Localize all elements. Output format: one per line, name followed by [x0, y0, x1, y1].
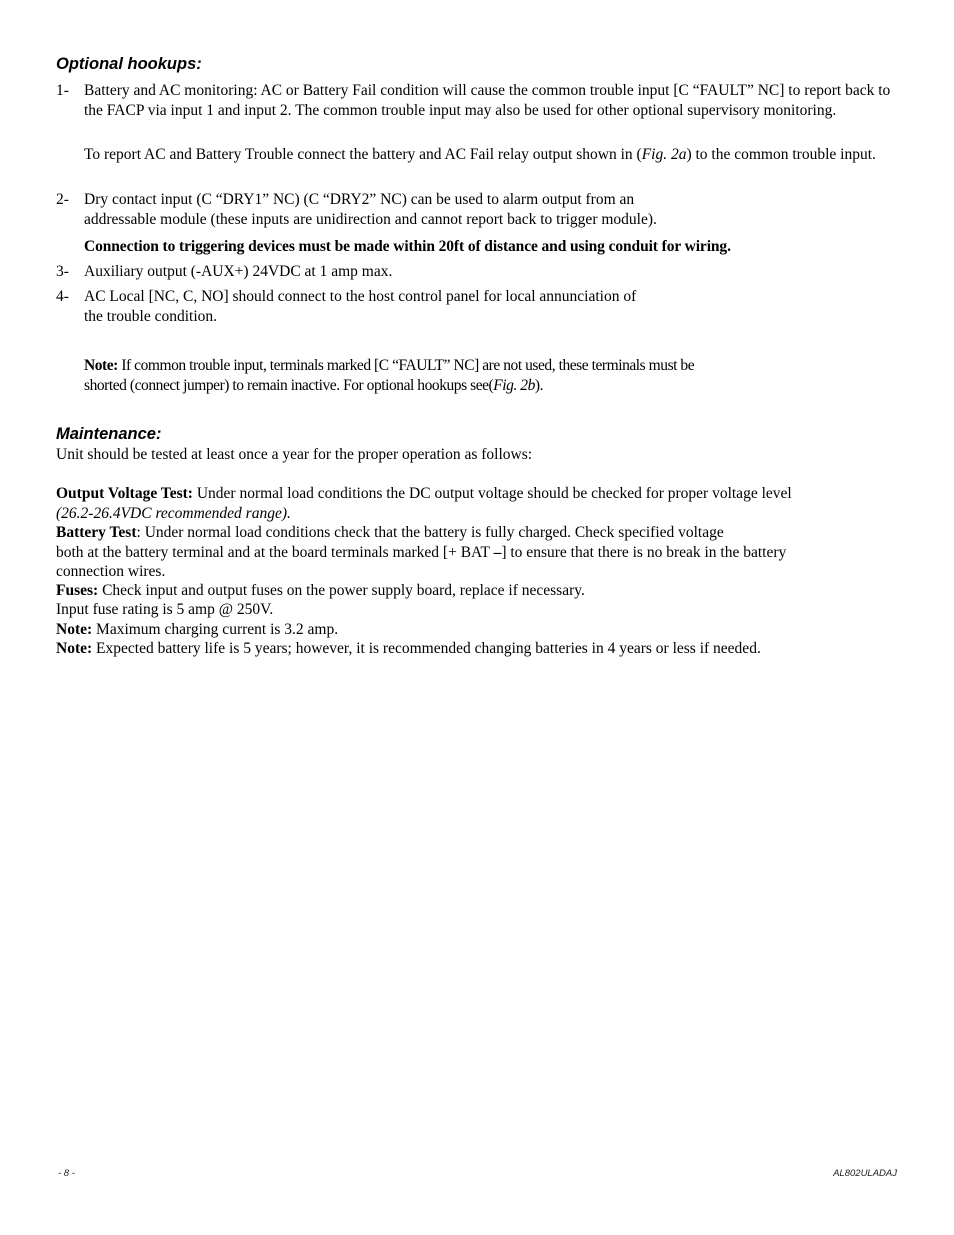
figure-reference: Fig. 2b [493, 376, 535, 394]
optional-hookups-note: Note: If common trouble input, terminals marked [C “FAULT” NC] are not used, these terminals must be shorted (connect jumper) to remain inactive. For optional hookups see(Fig. 2b). [84, 357, 695, 394]
figure-reference: Fig. 2a [641, 146, 687, 163]
list-item-text: AC Local [NC, C, NO] should connect to the host control panel for local annunciation of the trouble condition. [84, 288, 637, 325]
voltage-range: (26.2-26.4VDC recommended range). [56, 504, 291, 522]
battery-test: Battery Test: Under normal load conditions check that the battery is fully charged. Check specified voltage both at the battery terminal and at the board terminals marked [+ BAT –] to ensure that there is no break in the battery connection wires. [56, 524, 787, 580]
list-item-text: Dry contact input (C “DRY1” NC) (C “DRY2” NC) can be used to alarm output from an addressable module (these inputs are unidirection and cannot report back to trigger module). [84, 191, 657, 228]
output-voltage-test: Output Voltage Test: Under normal load conditions the DC output voltage should be checked for proper voltage level (26.2-26.4VDC recommended range). [56, 484, 896, 523]
note-label: Note: [56, 621, 93, 638]
charging-current-note: Note: Maximum charging current is 3.2 amp. [56, 621, 339, 638]
list-item-number: 2- [56, 191, 69, 208]
fuse-rating: Input fuse rating is 5 amp @ 250V. [56, 601, 274, 618]
document-id: AL802ULADAJ [833, 1168, 897, 1179]
optional-hookups-heading: Optional hookups: [56, 55, 202, 73]
page-number: - 8 - [58, 1168, 75, 1179]
fuses-paragraph: Fuses: Check input and output fuses on the power supply board, replace if necessary. [56, 582, 585, 599]
list-item-number: 3- [56, 263, 69, 280]
battery-life-note: Note: Expected battery life is 5 years; however, it is recommended changing batteries in 4 years or less if needed. [56, 640, 761, 657]
note-label: Note: [84, 357, 118, 374]
triggering-devices-warning: Connection to triggering devices must be made within 20ft of distance and using conduit for wiring. [84, 238, 731, 255]
note-label: Note: [56, 640, 93, 657]
output-voltage-label: Output Voltage Test: [56, 485, 193, 502]
maintenance-intro: Unit should be tested at least once a year for the proper operation as follows: [56, 446, 533, 463]
battery-test-label: Battery Test [56, 524, 137, 541]
maintenance-heading: Maintenance: [56, 425, 162, 443]
list-item-text: Auxiliary output (-AUX+) 24VDC at 1 amp max. [84, 263, 393, 280]
ac-battery-trouble-instruction: To report AC and Battery Trouble connect the battery and AC Fail relay output shown in (Fig. 2a) to the common trouble input. [84, 146, 876, 163]
list-item-text: Battery and AC monitoring: AC or Battery Fail condition will cause the common trouble input [C “FAULT” NC] to report back to the FACP via input 1 and input 2. The common trouble input may also be used for other optional supervisory monitoring. [84, 82, 891, 119]
fuses-label: Fuses: [56, 582, 99, 599]
list-item-number: 1- [56, 82, 69, 99]
list-item-number: 4- [56, 288, 69, 305]
